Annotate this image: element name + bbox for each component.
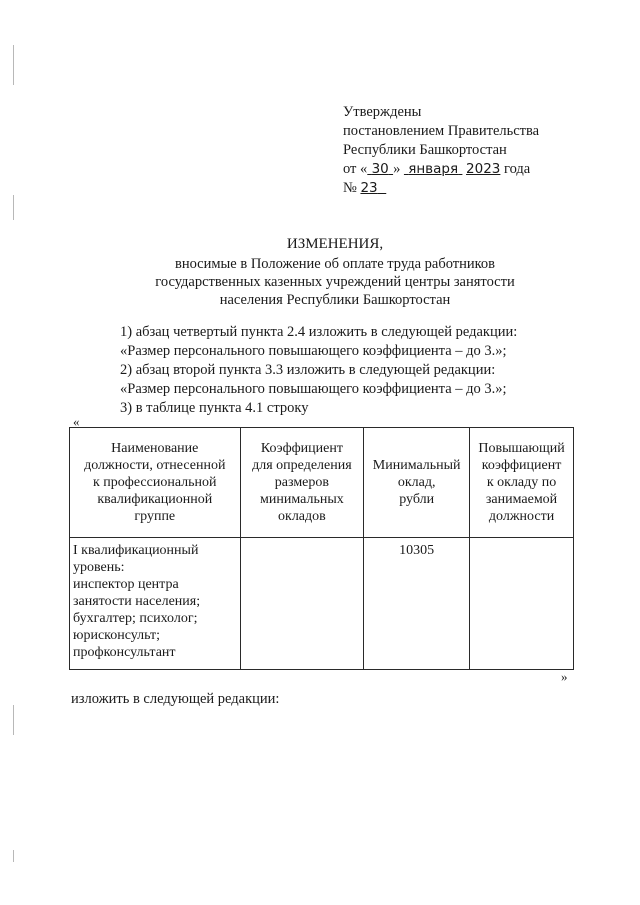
- position-table: [69, 427, 574, 670]
- date-mid: »: [393, 161, 401, 177]
- date-suffix: года: [504, 161, 531, 177]
- cell-coefficient: [240, 538, 364, 670]
- amendment-paragraphs: [120, 323, 517, 418]
- date-month: января: [408, 161, 459, 177]
- approval-line-1: Утверждены: [343, 104, 422, 120]
- title-sub-3: населения Республики Башкортостан: [219, 292, 451, 308]
- header-position: Наименование должности, отнесенной к профессиональной квалификационной группе: [70, 428, 241, 538]
- paragraph: «Размер персонального повышающего коэффициента – до 3.»;: [120, 381, 507, 397]
- cell-position: I квалификационный уровень: инспектор центра занятости населения; бухгалтер; психолог; юрисконсульт; профконсультант: [70, 538, 241, 670]
- document-title: [100, 235, 570, 309]
- date-year: 2023: [466, 161, 501, 177]
- paragraph: 2) абзац второй пункта 3.3 изложить в следующей редакции:: [120, 362, 496, 378]
- paragraph: 3) в таблице пункта 4.1 строку: [120, 400, 309, 416]
- date-prefix: от «: [343, 161, 368, 177]
- closing-quote: »: [561, 669, 568, 684]
- number-prefix: №: [343, 180, 357, 196]
- title-sub-1: вносимые в Положение об оплате труда работников: [174, 256, 496, 272]
- approval-number: [343, 179, 539, 198]
- header-salary: Минимальный оклад, рубли: [364, 428, 470, 538]
- approval-line-2: постановлением Правительства: [343, 123, 540, 139]
- approval-block: [343, 103, 539, 198]
- title-sub-2: государственных казенных учреждений центры занятости: [155, 274, 515, 290]
- approval-date: [343, 160, 539, 179]
- title-heading: ИЗМЕНЕНИЯ,: [286, 236, 384, 252]
- date-day: 30: [371, 161, 389, 177]
- header-raise-coefficient: Повышающий коэффициент к окладу по занимаемой должности: [470, 428, 574, 538]
- scan-edge-mark: [13, 195, 14, 220]
- scan-edge-mark: [13, 850, 14, 862]
- paragraph: 1) абзац четвертый пункта 2.4 изложить в следующей редакции:: [120, 324, 518, 340]
- header-coefficient: Коэффициент для определения размеров минимальных окладов: [240, 428, 364, 538]
- paragraph: «Размер персонального повышающего коэффициента – до 3.»;: [120, 343, 507, 359]
- opening-quote: «: [73, 414, 80, 429]
- cell-salary: 10305: [364, 538, 470, 670]
- after-table-text: изложить в следующей редакции:: [71, 691, 280, 707]
- cell-raise: [470, 538, 574, 670]
- table-header-row: [70, 428, 574, 538]
- scan-edge-mark: [13, 45, 14, 85]
- scan-edge-mark: [13, 705, 14, 735]
- table-row: [70, 538, 574, 670]
- approval-line-3: Республики Башкортостан: [343, 142, 507, 158]
- number-value: 23: [360, 180, 378, 196]
